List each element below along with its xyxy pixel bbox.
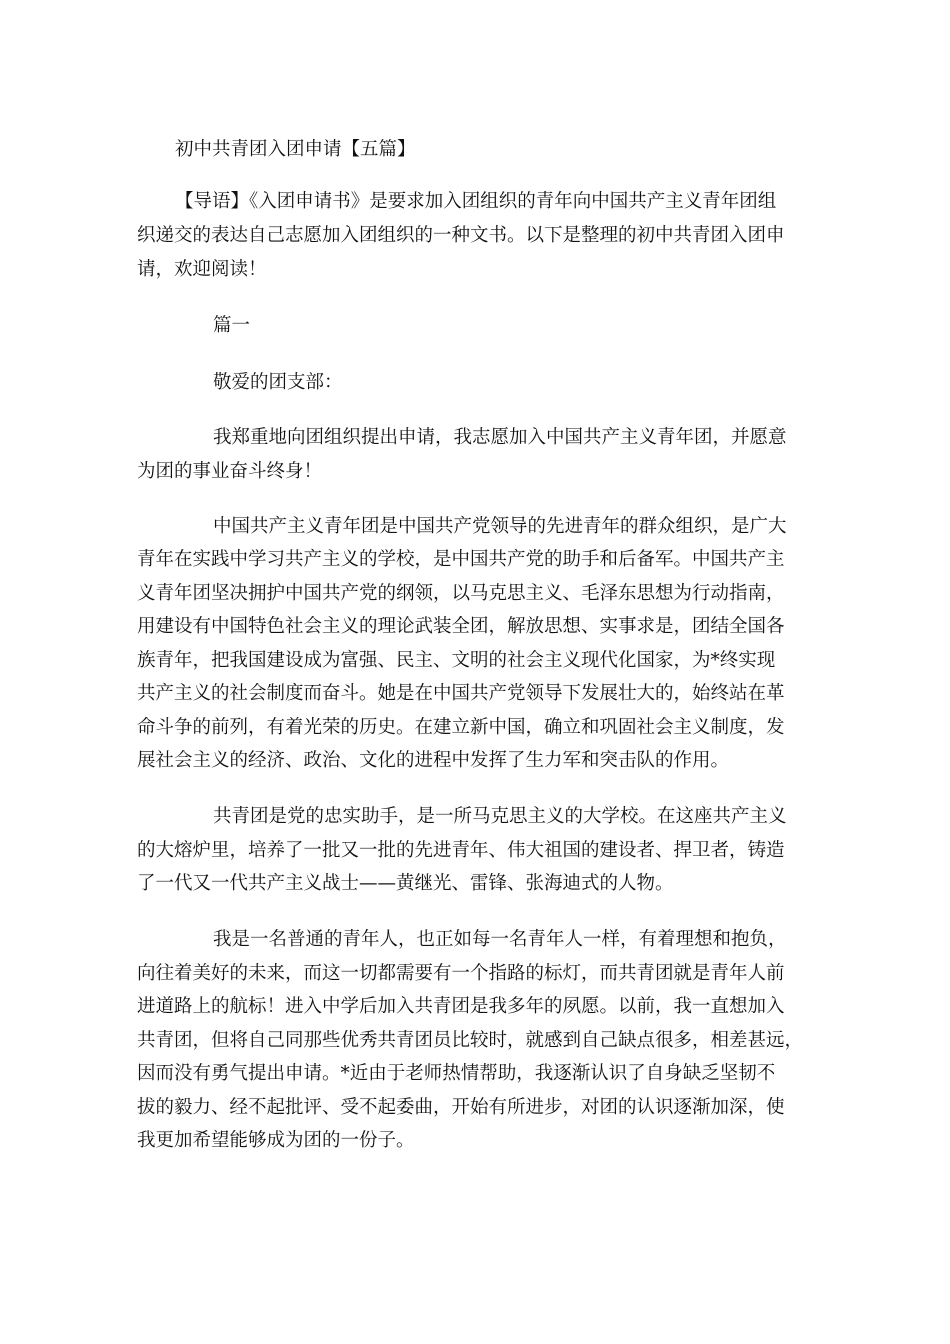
paragraph-line: 为团的事业奋斗终身！ (137, 461, 323, 482)
paragraph-line: 拔的毅力、经不起批评、受不起委曲，开始有所进步，对团的认识逐渐加深，使 (137, 1097, 785, 1118)
paragraph-line: 共青团是党的忠实助手，是一所马克思主义的大学校。在这座共产主义 (213, 806, 787, 827)
paragraph-line: 用建设有中国特色社会主义的理论武装全团，解放思想、实事求是，团结全国各 (137, 616, 785, 637)
paragraph-line: 的大熔炉里，培养了一批又一批的先进青年、伟大祖国的建设者、捍卫者，铸造 (137, 840, 785, 861)
intro-line: 【导语】《入团申请书》是要求加入团组织的青年向中国共产主义青年团组 (175, 191, 777, 212)
paragraph-line: 向往着美好的未来，而这一切都需要有一个指路的标灯，而共青团就是青年人前 (137, 963, 785, 984)
paragraph-line: 共青团，但将自己同那些优秀共青团员比较时，就感到自己缺点很多，相差甚远， (137, 1030, 804, 1051)
document-title: 初中共青团入团申请【五篇】 (175, 139, 416, 160)
paragraph-line: 因而没有勇气提出申请。*近由于老师热情帮助，我逐渐认识了自身缺乏坚韧不 (137, 1063, 776, 1084)
paragraph-line: 我郑重地向团组织提出申请，我志愿加入中国共产主义青年团，并愿意 (213, 427, 787, 448)
paragraph-line: 义青年团坚决拥护中国共产党的纲领，以马克思主义、毛泽东思想为行动指南， (137, 583, 785, 604)
intro-line: 请，欢迎阅读！ (137, 259, 267, 280)
paragraph-line: 中国共产主义青年团是中国共产党领导的先进青年的群众组织，是广大 (213, 516, 787, 537)
paragraph-line: 我更加希望能够成为团的一份子。 (137, 1130, 415, 1151)
paragraph-line: 族青年，把我国建设成为富强、民主、文明的社会主义现代化国家，为*终实现 (137, 650, 776, 671)
paragraph-line: 了一代又一代共产主义战士——黄继光、雷锋、张海迪式的人物。 (137, 873, 674, 894)
section-heading: 篇一 (213, 315, 251, 336)
intro-line: 织递交的表达自己志愿加入团组织的一种文书。以下是整理的初中共青团入团申 (137, 225, 785, 246)
paragraph-line: 我是一名普通的青年人，也正如每一名青年人一样，有着理想和抱负， (213, 929, 787, 950)
paragraph-line: 青年在实践中学习共产主义的学校，是中国共产党的助手和后备军。中国共产主 (137, 549, 785, 570)
salutation: 敬爱的团支部： (213, 372, 343, 393)
paragraph-line: 命斗争的前列，有着光荣的历史。在建立新中国，确立和巩固社会主义制度，发 (137, 717, 785, 738)
paragraph-line: 共产主义的社会制度而奋斗。她是在中国共产党领导下发展壮大的，始终站在革 (137, 683, 785, 704)
paragraph-line: 进道路上的航标！进入中学后加入共青团是我多年的夙愿。以前，我一直想加入 (137, 996, 785, 1017)
paragraph-line: 展社会主义的经济、政治、文化的进程中发挥了生力军和突击队的作用。 (137, 750, 730, 771)
